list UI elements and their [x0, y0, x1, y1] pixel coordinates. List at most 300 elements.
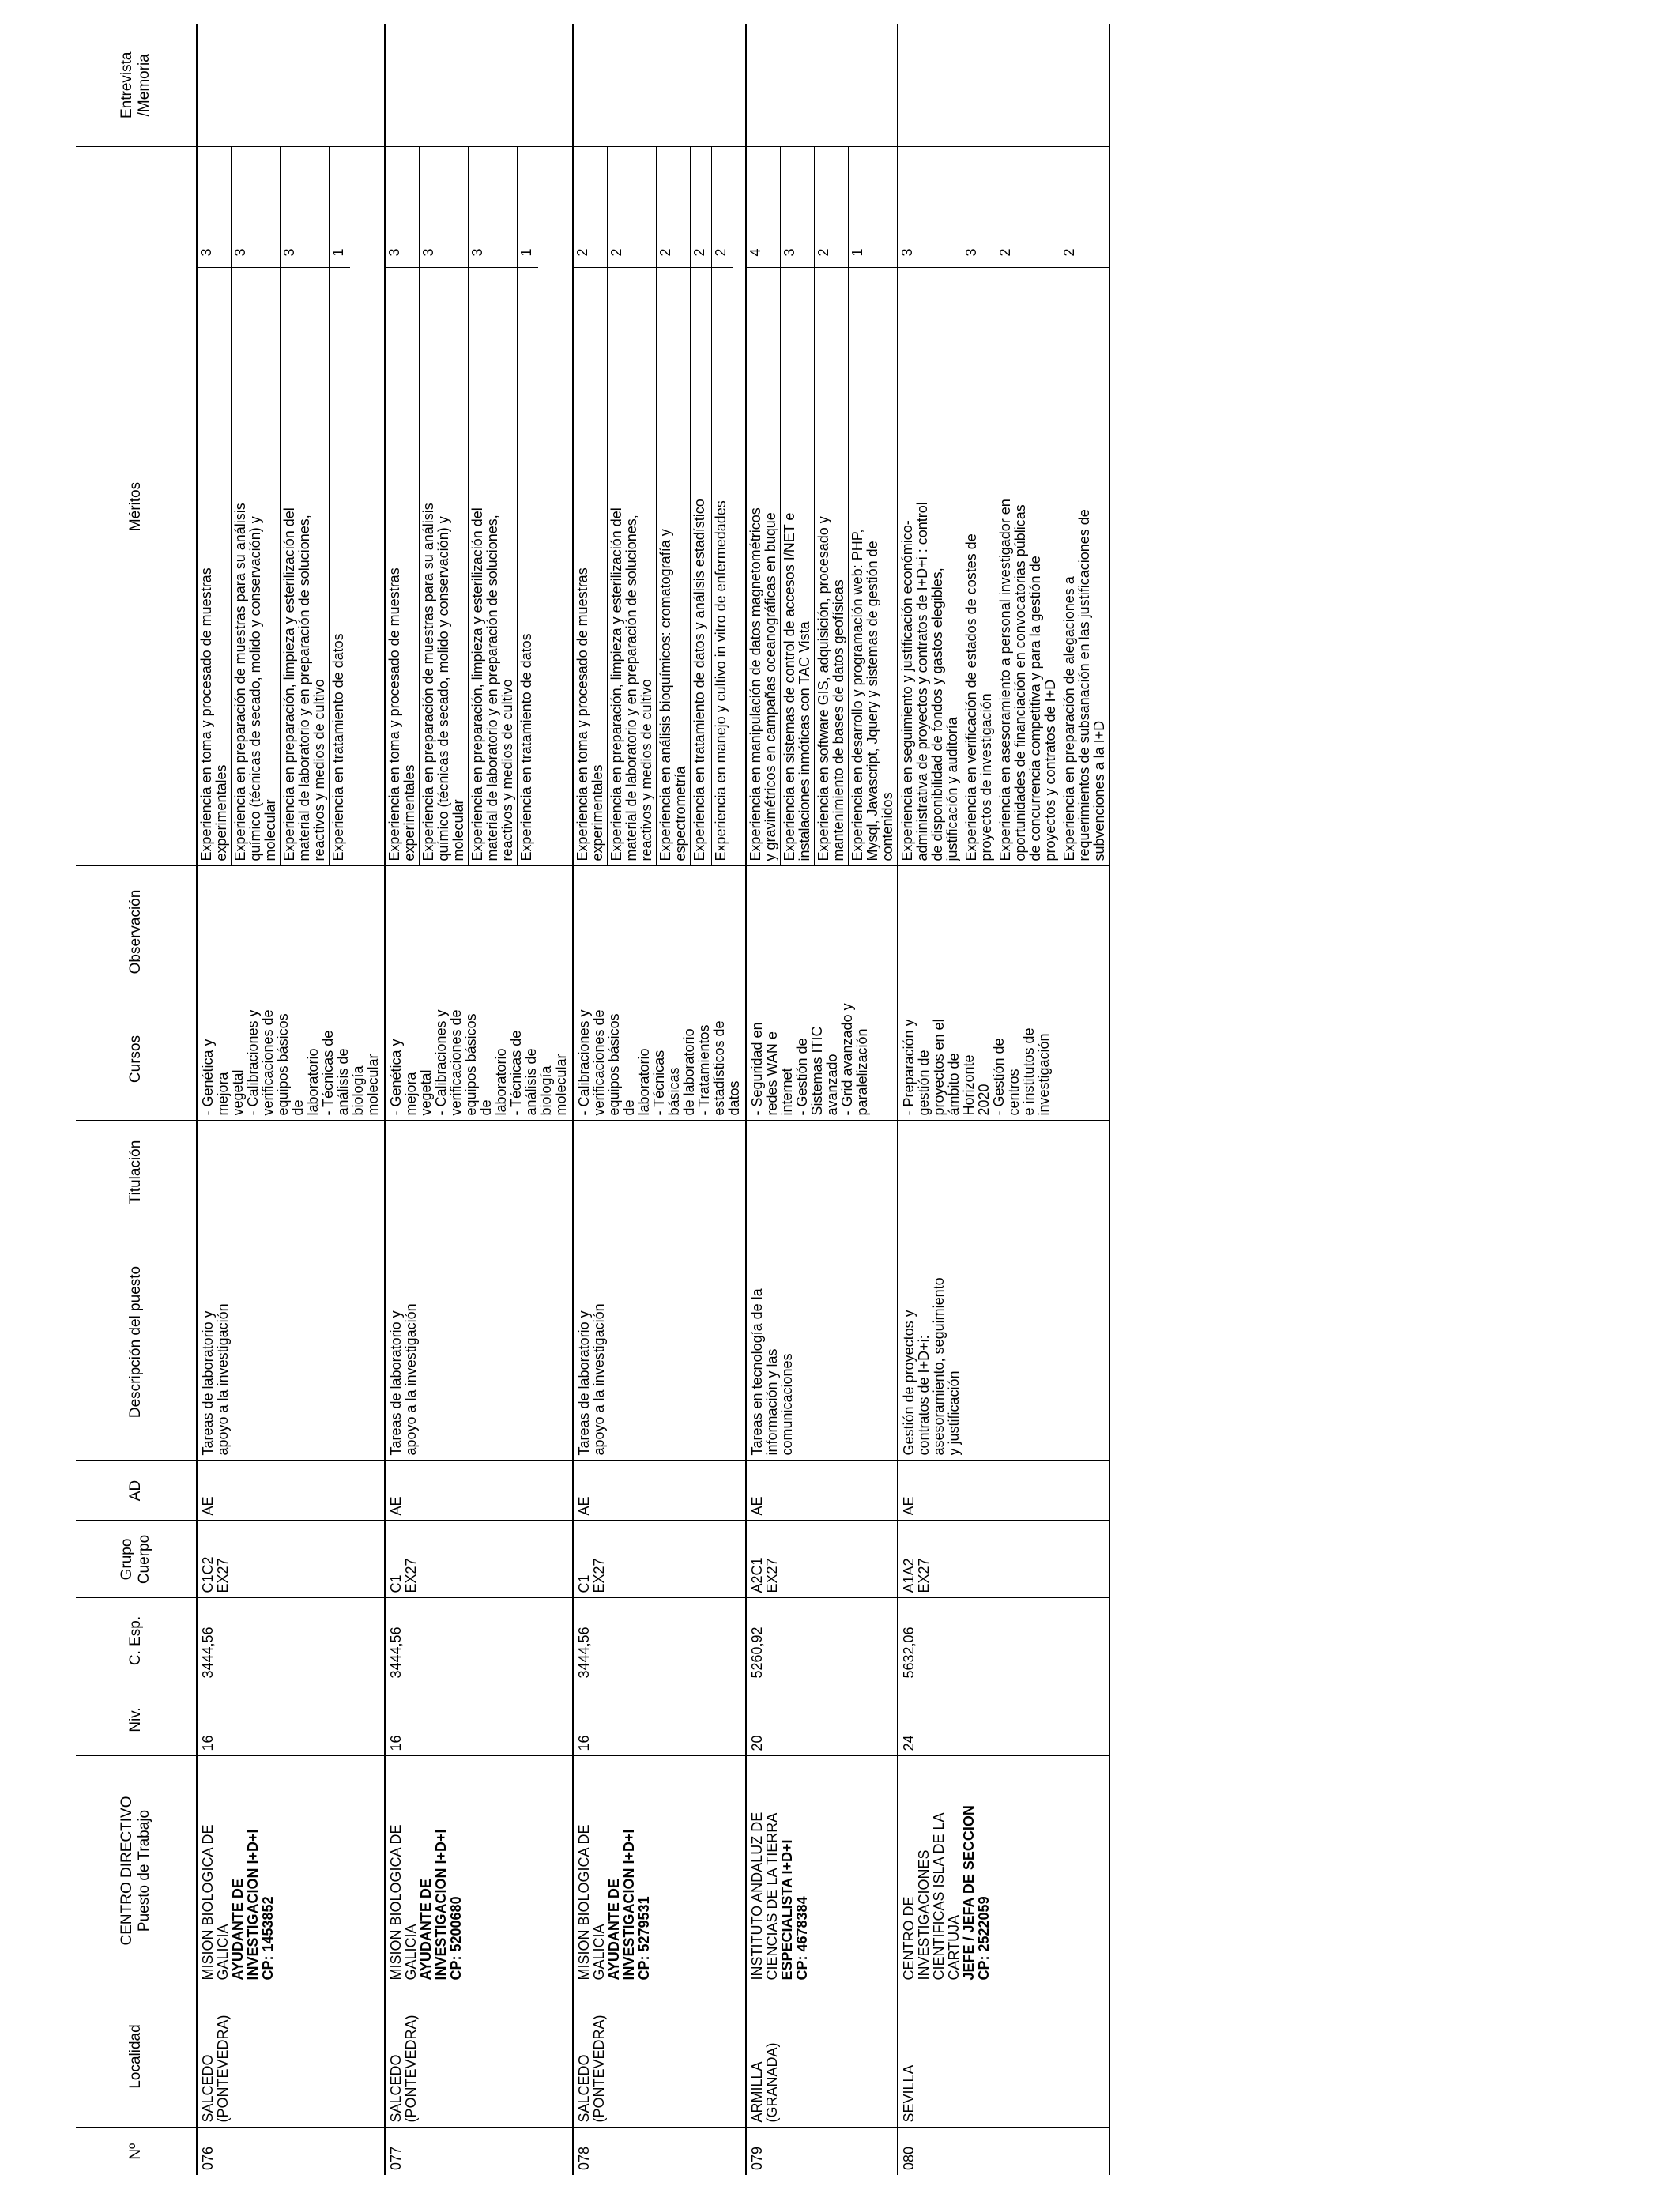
merit-item	[780, 148, 814, 866]
merit-line: Experiencia en preparación de muestras para su análisis	[420, 503, 436, 861]
header-ad: AD	[76, 1461, 197, 1521]
cell-cesp: 3444,56	[573, 1598, 746, 1683]
header-grupo	[76, 1521, 197, 1598]
curso-line: Sistemas ITIC	[809, 1026, 825, 1116]
grupo-line: C1	[388, 1574, 404, 1593]
centro-line: MISION BIOLOGICA DE	[576, 1824, 592, 1981]
merit-line: Experiencia en manejo y cultivo in vitro de enfermedades	[713, 500, 729, 861]
header-entrevista-line-2: /Memoria	[136, 54, 153, 117]
centro-line: CIENCIAS DE LA TIERRA	[764, 1812, 780, 1981]
curso-line: e institutos de	[1021, 1027, 1037, 1116]
localidad-line: (PONTEVEDRA)	[403, 2015, 419, 2123]
merit-item	[747, 148, 780, 866]
cell-cursos	[898, 997, 1109, 1121]
merit-item	[280, 148, 329, 866]
merit-item	[231, 148, 280, 866]
merit-line: material de laboratorio y en preparación de soluciones,	[296, 515, 312, 861]
puesto-title: AYUDANTE DE	[230, 1879, 246, 1981]
merit-line: reactivos y medios de cultivo	[638, 679, 654, 861]
curso-line: vegetal	[418, 1069, 434, 1116]
merit-line: de disponibilidad de fondos y gastos elegibles,	[929, 567, 945, 861]
cell-observacion	[573, 866, 746, 997]
curso-line: - Calibraciones y	[433, 1009, 449, 1116]
cell-titulacion	[197, 1121, 385, 1223]
cell-localidad	[197, 1985, 385, 2128]
curso-line: redes WAN e	[764, 1031, 780, 1116]
curso-line: - Calibraciones y	[245, 1009, 261, 1116]
descripcion-line: Tareas de laboratorio y	[388, 1310, 404, 1456]
cell-cursos	[746, 997, 898, 1121]
cell-observacion	[385, 866, 573, 997]
cell-localidad	[385, 1985, 573, 2128]
cell-ad: AE	[197, 1461, 385, 1521]
merit-line: Experiencia en toma y procesado de muestras	[386, 567, 402, 861]
merit-points: 3	[281, 248, 297, 257]
merit-points: 3	[420, 248, 436, 257]
grupo-line: EX27	[764, 1558, 780, 1593]
cell-descripcion	[197, 1223, 385, 1461]
curso-line: laboratorio	[305, 1048, 321, 1116]
descripcion-line: Gestión de proyectos y	[901, 1310, 917, 1456]
merit-item	[198, 148, 231, 866]
merit-text	[330, 268, 350, 866]
header-cesp: C. Esp.	[76, 1598, 197, 1683]
merit-line: Experiencia en manipulación de datos magnetométricos	[748, 507, 763, 861]
curso-line: proyectos en el	[931, 1019, 947, 1116]
curso-line: - Gestión de	[794, 1038, 810, 1116]
centro-line: GALICIA	[403, 1924, 419, 1981]
cell-entrevista	[197, 24, 385, 147]
cell-descripcion	[385, 1223, 573, 1461]
curso-line: - Calibraciones y	[576, 1009, 592, 1116]
cell-meritos	[385, 147, 573, 866]
curso-line: - Gestión de centros	[991, 1038, 1022, 1116]
cell-grupo	[385, 1521, 573, 1598]
merit-line: requerimientos de subsanación en las justificaciones de	[1076, 509, 1092, 861]
cp-code: CP: 5200680	[448, 1896, 464, 1981]
curso-line: - Tratamientos	[696, 1024, 712, 1116]
merit-points: 3	[899, 248, 915, 257]
cp-code: CP: 1453852	[260, 1896, 276, 1981]
merit-line: Experiencia en preparación, limpieza y esterilización del	[281, 507, 297, 861]
merit-text	[747, 268, 780, 866]
merit-points: 3	[963, 248, 979, 257]
cell-centro	[385, 1756, 573, 1985]
curso-line: equipos básicos de	[275, 1013, 306, 1116]
merit-text	[962, 268, 996, 866]
merit-item	[898, 148, 962, 866]
merit-line: Experiencia en desarrollo y programación web: PHP,	[849, 529, 865, 861]
merit-line: Experiencia en preparación, limpieza y esterilización del	[469, 507, 485, 861]
curso-line: laboratorio	[636, 1048, 652, 1116]
centro-line: CIENTIFICAS ISLA DE LA	[931, 1812, 947, 1981]
merit-text	[657, 268, 690, 866]
merit-points: 2	[691, 248, 707, 257]
curso-line: análisis de biología	[335, 1048, 366, 1116]
descripcion-line: asesoramiento, seguimiento	[931, 1277, 947, 1456]
cell-observacion	[197, 866, 385, 997]
cell-niv: 16	[197, 1683, 385, 1756]
merit-points: 2	[1061, 248, 1077, 257]
curso-line: análisis de biología	[523, 1048, 554, 1116]
cell-meritos	[573, 147, 746, 866]
merit-line: material de laboratorio y en preparación de soluciones,	[484, 515, 500, 861]
merit-line: Experiencia en seguimiento y justificación económico-	[899, 520, 915, 861]
cell-num: 077	[385, 2128, 573, 2175]
merit-line: molecular	[450, 799, 466, 861]
merit-item	[814, 148, 848, 866]
cell-observacion	[746, 866, 898, 997]
merit-line: Experiencia en sistemas de control de accesos I/NET e	[782, 512, 797, 861]
merit-text	[469, 268, 517, 866]
merit-points: 2	[713, 248, 729, 257]
merit-line: molecular	[262, 799, 278, 861]
curso-line: verificaciones de	[448, 1009, 464, 1116]
cell-centro	[573, 1756, 746, 1985]
merit-line: Experiencia en preparación, limpieza y esterilización del	[608, 507, 624, 861]
curso-line: ámbito de Horizonte	[946, 1053, 977, 1116]
merit-points: 3	[469, 248, 485, 257]
merit-line: experimentales	[401, 764, 417, 861]
curso-line: investigación	[1036, 1033, 1052, 1116]
centro-line: INSTITUTO ANDALUZ DE	[749, 1811, 765, 1981]
table-row	[898, 24, 1109, 2175]
curso-line: - Seguridad en	[749, 1022, 765, 1116]
puesto-title: JEFE / JEFA DE SECCION	[961, 1805, 977, 1981]
cell-cesp: 3444,56	[197, 1598, 385, 1683]
merit-item	[574, 148, 607, 866]
puesto-title: INVESTIGACION I+D+I	[621, 1829, 637, 1981]
curso-line: molecular	[365, 1054, 381, 1116]
merit-points: 4	[748, 248, 763, 257]
cell-descripcion	[573, 1223, 746, 1461]
merit-text	[386, 268, 419, 866]
merit-line: reactivos y medios de cultivo	[499, 679, 515, 861]
header-grupo-line-2: Cuerpo	[136, 1534, 153, 1585]
cell-cursos	[197, 997, 385, 1121]
localidad-line: SALCEDO	[388, 2054, 404, 2123]
header-titulacion: Titulación	[76, 1121, 197, 1223]
header-observacion: Observación	[76, 866, 197, 997]
merit-text	[898, 268, 962, 866]
merit-line: Experiencia en tratamiento de datos	[518, 633, 534, 861]
cell-num: 078	[573, 2128, 746, 2175]
cell-titulacion	[385, 1121, 573, 1223]
descripcion-line: contratos de I+D+i:	[916, 1335, 932, 1456]
merit-text	[1060, 268, 1109, 866]
cell-cesp: 3444,56	[385, 1598, 573, 1683]
cell-meritos	[746, 147, 898, 866]
cell-entrevista	[898, 24, 1109, 147]
cell-ad: AE	[385, 1461, 573, 1521]
merit-item	[711, 148, 733, 866]
merit-text	[420, 268, 468, 866]
puesto-title: ESPECIALISTA I+D+I	[779, 1839, 795, 1981]
centro-line: MISION BIOLOGICA DE	[388, 1824, 404, 1981]
merit-text	[574, 268, 607, 866]
centro-line: GALICIA	[591, 1924, 607, 1981]
merit-points: 3	[782, 248, 797, 257]
positions-table	[76, 24, 1110, 2175]
header-cursos: Cursos	[76, 997, 197, 1121]
curso-line: paralelización	[854, 1028, 870, 1116]
localidad-line: SEVILLA	[901, 2064, 917, 2123]
cell-observacion	[898, 866, 1109, 997]
cell-cursos	[573, 997, 746, 1121]
curso-line: - Genética y mejora	[388, 1039, 419, 1116]
merit-text	[608, 268, 656, 866]
header-grupo-line-1: Grupo	[119, 1538, 135, 1581]
merit-points: 3	[198, 248, 214, 257]
merit-line: administrativa de proyectos y contratos de I+D+i : control	[914, 502, 930, 861]
merit-item	[468, 148, 517, 866]
merit-line: subvenciones a la I+D	[1091, 720, 1107, 861]
merit-line: espectrometría	[672, 766, 688, 861]
cell-cesp: 5632,06	[898, 1598, 1109, 1683]
merit-line: material de laboratorio y en preparación de soluciones,	[623, 515, 639, 861]
descripcion-line: apoyo a la investigación	[215, 1303, 231, 1456]
descripcion-line: información y las	[764, 1348, 780, 1456]
merit-line: mantenimiento de bases de datos geofísicas	[831, 579, 846, 861]
curso-line: - Genética y mejora	[200, 1039, 231, 1116]
header-centro-line-2: Puesto de Trabajo	[136, 1809, 153, 1932]
cell-localidad	[898, 1985, 1109, 2128]
curso-line: avanzado	[824, 1054, 840, 1116]
merit-line: justificación y auditoría	[944, 717, 960, 861]
curso-line: gestión de	[916, 1050, 932, 1116]
curso-line: vegetal	[230, 1069, 246, 1116]
table-row	[197, 24, 385, 2175]
merit-text	[815, 268, 848, 866]
merit-text	[781, 268, 814, 866]
puesto-title: INVESTIGACION I+D+I	[433, 1829, 449, 1981]
merit-points: 3	[386, 248, 402, 257]
cell-ad: AE	[573, 1461, 746, 1521]
grupo-line: C1	[576, 1574, 592, 1593]
merit-text	[281, 268, 329, 866]
cell-entrevista	[573, 24, 746, 147]
cell-descripcion	[898, 1223, 1109, 1461]
merit-item	[607, 148, 656, 866]
cell-num: 079	[746, 2128, 898, 2175]
curso-line: - Técnicas de	[508, 1030, 524, 1116]
cell-meritos	[898, 147, 1109, 866]
cell-descripcion	[746, 1223, 898, 1461]
cell-num: 080	[898, 2128, 1109, 2175]
merit-line: Experiencia en tratamiento de datos y análisis estadístico	[691, 499, 707, 861]
merit-points: 2	[608, 248, 624, 257]
cell-grupo	[197, 1521, 385, 1598]
descripcion-line: Tareas en tecnología de la	[749, 1288, 765, 1456]
curso-line: molecular	[553, 1054, 569, 1116]
cp-code: CP: 2522059	[976, 1896, 992, 1981]
positions-body	[197, 24, 1109, 2175]
header-entrevista-line-1: Entrevista	[119, 51, 135, 119]
table-row	[746, 24, 898, 2175]
grupo-line: EX27	[916, 1558, 932, 1593]
descripcion-line: Tareas de laboratorio y	[200, 1310, 216, 1456]
localidad-line: (GRANADA)	[764, 2042, 780, 2123]
header-row	[76, 24, 197, 2175]
cell-titulacion	[573, 1121, 746, 1223]
cell-titulacion	[898, 1121, 1109, 1223]
centro-line: INVESTIGACIONES	[916, 1849, 932, 1981]
merit-line: Mysql, Javascript, Jquery y sistemas de gestión de	[864, 541, 880, 861]
merit-points: 1	[330, 248, 346, 257]
cell-centro	[746, 1756, 898, 1985]
header-meritos: Méritos	[76, 147, 197, 866]
table-row	[573, 24, 746, 2175]
curso-line: - Técnicas básicas	[651, 1050, 682, 1116]
merit-line: instalaciones inmóticas con TAC Vista	[797, 621, 812, 861]
descripcion-line: comunicaciones	[779, 1353, 795, 1456]
grupo-line: A1A2	[901, 1558, 917, 1593]
merit-item	[656, 148, 690, 866]
cp-code: CP: 5279531	[636, 1896, 652, 1981]
merit-line: contenidos	[880, 792, 895, 861]
centro-line: CARTUJA	[946, 1914, 962, 1981]
merit-text	[232, 268, 280, 866]
header-centro	[76, 1756, 197, 1985]
merit-text	[712, 268, 733, 866]
cell-meritos	[197, 147, 385, 866]
descripcion-line: Tareas de laboratorio y	[576, 1310, 592, 1456]
merit-points: 1	[518, 248, 534, 257]
merit-line: Experiencia en preparación de muestras para su análisis	[232, 503, 248, 861]
curso-line: laboratorio	[493, 1048, 509, 1116]
cell-entrevista	[746, 24, 898, 147]
curso-line: internet	[779, 1068, 795, 1116]
merit-item	[1060, 148, 1109, 866]
cell-cursos	[385, 997, 573, 1121]
merit-points: 2	[997, 248, 1013, 257]
curso-line: de laboratorio	[681, 1028, 697, 1116]
centro-line: CENTRO DE	[901, 1896, 917, 1981]
puesto-title: AYUDANTE DE	[606, 1879, 622, 1981]
localidad-line: SALCEDO	[200, 2054, 216, 2123]
curso-line: - Preparación y	[901, 1019, 917, 1116]
cell-niv: 20	[746, 1683, 898, 1756]
merit-line: químico (técnicas de secado, molido y conservación) y	[435, 516, 451, 861]
grupo-line: A2C1	[749, 1557, 765, 1593]
merit-line: Experiencia en preparación de alegaciones a	[1061, 576, 1077, 861]
cell-cesp: 5260,92	[746, 1598, 898, 1683]
cell-localidad	[573, 1985, 746, 2128]
localidad-line: ARMILLA	[749, 2061, 765, 2123]
header-niv: Niv.	[76, 1683, 197, 1756]
cell-grupo	[746, 1521, 898, 1598]
merit-item	[329, 148, 350, 866]
curso-line: verificaciones de	[591, 1009, 607, 1116]
cell-centro	[197, 1756, 385, 1985]
puesto-title: AYUDANTE DE	[418, 1879, 434, 1981]
merit-line: Experiencia en análisis bioquímicos: cromatografía y	[657, 529, 673, 861]
merit-item	[848, 148, 897, 866]
cell-localidad	[746, 1985, 898, 2128]
curso-line: estadísticos de	[711, 1020, 727, 1116]
descripcion-line: y justificación	[946, 1370, 962, 1456]
cell-entrevista	[385, 24, 573, 147]
merit-line: Experiencia en toma y procesado de muestras	[574, 567, 590, 861]
merit-line: proyectos de investigación	[978, 693, 994, 861]
localidad-line: (PONTEVEDRA)	[591, 2015, 607, 2123]
cell-titulacion	[746, 1121, 898, 1223]
curso-line: - Técnicas de	[320, 1030, 336, 1116]
cell-centro	[898, 1756, 1109, 1985]
merit-line: y gravimétricos en campañas oceanográficas en buque	[763, 512, 778, 861]
cell-num: 076	[197, 2128, 385, 2175]
merit-text	[849, 268, 897, 866]
header-num: Nº	[127, 2143, 144, 2160]
header-localidad: Localidad	[76, 1985, 197, 2128]
centro-line: MISION BIOLOGICA DE	[200, 1824, 216, 1981]
merit-points: 2	[816, 248, 831, 257]
merit-points: 3	[232, 248, 248, 257]
merit-text	[691, 268, 711, 866]
merit-line: Experiencia en asesoramiento a personal investigador en	[997, 499, 1013, 861]
merit-line: Experiencia en tratamiento de datos	[330, 633, 346, 861]
puesto-title: INVESTIGACION I+D+I	[245, 1829, 261, 1981]
curso-line: verificaciones de	[260, 1009, 276, 1116]
header-entrevista	[76, 24, 197, 147]
header-descripcion: Descripción del puesto	[76, 1223, 197, 1461]
merit-line: Experiencia en verificación de estados de costes de	[963, 533, 979, 861]
merit-line: proyectos y contratos de I+D	[1042, 679, 1058, 861]
centro-line: GALICIA	[215, 1924, 231, 1981]
curso-line: - Grid avanzado y	[839, 1003, 855, 1116]
merit-points: 2	[574, 248, 590, 257]
localidad-line: SALCEDO	[576, 2054, 592, 2123]
merit-text	[996, 268, 1060, 866]
cell-grupo	[898, 1521, 1109, 1598]
descripcion-line: apoyo a la investigación	[403, 1303, 419, 1456]
merit-item	[419, 148, 468, 866]
curso-line: datos	[726, 1080, 742, 1116]
curso-line: equipos básicos de	[463, 1013, 494, 1116]
merit-line: experimentales	[213, 764, 229, 861]
merit-item	[690, 148, 711, 866]
cell-niv: 16	[573, 1683, 746, 1756]
merit-item	[962, 148, 996, 866]
merit-line: químico (técnicas de secado, molido y conservación) y	[247, 516, 263, 861]
curso-line: 2020	[976, 1084, 992, 1116]
cell-grupo	[573, 1521, 746, 1598]
localidad-line: (PONTEVEDRA)	[215, 2015, 231, 2123]
table-row	[385, 24, 573, 2175]
grupo-line: EX27	[403, 1558, 419, 1593]
merit-item	[996, 148, 1060, 866]
merit-item	[517, 148, 538, 866]
curso-line: equipos básicos de	[606, 1013, 637, 1116]
merit-text	[518, 268, 538, 866]
cell-ad: AE	[746, 1461, 898, 1521]
merit-item	[386, 148, 419, 866]
cp-code: CP: 4678384	[794, 1896, 810, 1981]
merit-text	[198, 268, 231, 866]
merit-points: 1	[849, 248, 865, 257]
grupo-line: C1C2	[200, 1556, 216, 1593]
header-centro-line-1: CENTRO DIRECTIVO	[119, 1796, 135, 1946]
merit-line: de concurrencia competitiva y para la gestión de	[1027, 556, 1043, 861]
cell-niv: 24	[898, 1683, 1109, 1756]
cell-ad: AE	[898, 1461, 1109, 1521]
merit-points: 2	[657, 248, 673, 257]
merit-line: experimentales	[590, 764, 605, 861]
grupo-line: EX27	[215, 1558, 231, 1593]
descripcion-line: apoyo a la investigación	[591, 1303, 607, 1456]
merit-line: Experiencia en toma y procesado de muestras	[198, 567, 214, 861]
merit-line: Experiencia en software GIS, adquisición, procesado y	[816, 516, 831, 861]
